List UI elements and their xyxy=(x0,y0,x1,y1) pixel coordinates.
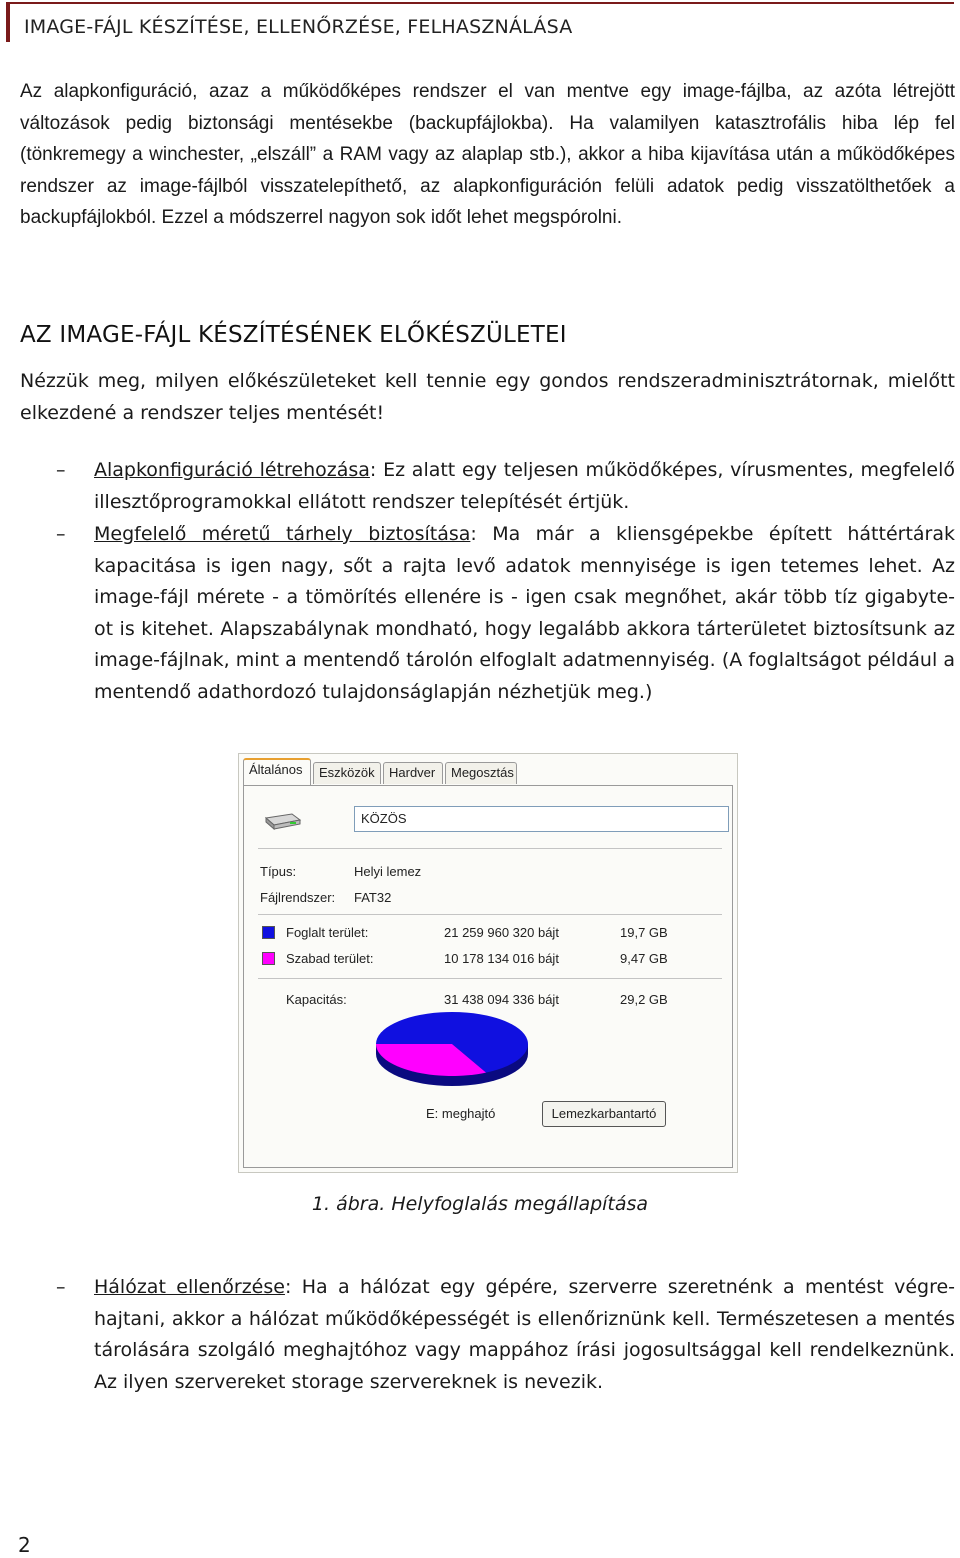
free-bytes: 10 178 134 016 bájt xyxy=(444,951,559,966)
header-title: IMAGE-FÁJL KÉSZÍTÉSE, ELLENŐRZÉSE, FELHASZNÁLÁSA xyxy=(24,16,573,38)
free-swatch xyxy=(262,952,275,965)
list-item xyxy=(20,519,955,708)
section-heading: AZ IMAGE-FÁJL KÉSZÍTÉSÉNEK ELŐKÉSZÜLETEI xyxy=(20,322,567,348)
bullet-term: Hálózat ellenőrzése xyxy=(94,1276,285,1298)
drive-properties-dialog xyxy=(238,753,738,1173)
used-label: Foglalt terület: xyxy=(286,925,369,940)
bullet-term: Alapkonfiguráció létrehozása xyxy=(94,459,370,481)
divider xyxy=(258,848,722,849)
list-item xyxy=(20,455,955,518)
intro-paragraph: Az alapkonfiguráció, azaz a működőképes rendszer el van mentve egy image-fájlba, az azóta létrejött változások pedig biztonsági mentésekbe (backupfájlokba). Ha valamilyen katasztrofális hiba lép fel (tönkremegy a winchester, „elszáll” a RAM vagy az alaplap stb.), akkor a hiba kijavítása után a működőképes rendszer az image-fájlból visszatelepíthető, az alapkonfiguráción felüli adatok pedig visszatölthetőek a backupfájlokból. Ezzel a módszerrel nagyon sok időt lehet megspórolni. xyxy=(20,81,955,228)
page-header xyxy=(6,2,954,42)
general-panel xyxy=(243,785,733,1168)
disk-usage-pie xyxy=(372,1006,532,1096)
free-label: Szabad terület: xyxy=(286,951,374,966)
drive-icon xyxy=(262,812,302,830)
figure-caption: 1. ábra. Helyfoglalás megállapítása xyxy=(311,1193,649,1215)
bullet-dash: – xyxy=(56,1276,66,1298)
bullet-text: : Ha a hálózat egy gépére, szerverre szeretnénk a mentést végre-hajtani, akkor a hálózat működőképességét is ellenőriznünk kell. Természetesen a mentés tárolására szolgáló meghajtóhoz vagy mappához írási jogosultsággal kell rendelkeznünk. Az ilyen szervereket storage szervereknek is nevezik. xyxy=(94,1276,956,1393)
used-gb: 19,7 GB xyxy=(620,925,668,940)
bullet-dash: – xyxy=(56,459,66,481)
used-swatch xyxy=(262,926,275,939)
bullet-term: Megfelelő méretű tárhely biztosítása xyxy=(94,523,471,545)
free-gb: 9,47 GB xyxy=(620,951,668,966)
fs-value: FAT32 xyxy=(354,890,392,905)
capacity-label: Kapacitás: xyxy=(286,992,347,1007)
tab-general[interactable]: Általános xyxy=(243,758,311,786)
list-item xyxy=(20,1272,955,1398)
tab-sharing[interactable]: Megosztás xyxy=(445,762,517,784)
page-number: 2 xyxy=(18,1533,31,1557)
drive-label: E: meghajtó xyxy=(426,1106,496,1121)
drive-name-input[interactable]: KÖZÖS xyxy=(354,806,729,832)
disk-cleanup-button[interactable]: Lemezkarbantartó xyxy=(542,1101,666,1127)
divider xyxy=(258,978,722,979)
type-value: Helyi lemez xyxy=(354,864,422,879)
bullet-text: : Ez alatt egy teljesen működőképes, vírusmentes, megfelelő illesztőprogramokkal ellátott rendszer telepítését értjük. xyxy=(94,459,955,513)
divider xyxy=(258,914,722,915)
bullet-text: : Ma már a kliensgépekbe épített háttértárak kapacitása is igen nagy, sőt a rajta levő adatok mennyisége is igen tetemes lehet. Az image-fájl mérete - a tömörítés ellenére is - igen csak megnőhet, akár több tíz gigabyte-ot is kitehet. Alapszabálynak mondható, hogy legalább akkora tárterületet biztosítsunk az image-fájlnak, mint a mentendő tárolón elfoglalt adatmennyiség. (A foglaltságot például a mentendő adathordozó tulajdonságlapján nézhetjük meg.) xyxy=(94,523,956,703)
tab-hardware[interactable]: Hardver xyxy=(383,762,443,784)
capacity-gb: 29,2 GB xyxy=(620,992,668,1007)
tab-tools[interactable]: Eszközök xyxy=(313,762,381,784)
type-label: Típus: xyxy=(260,864,297,879)
capacity-bytes: 31 438 094 336 bájt xyxy=(444,992,559,1007)
lead-paragraph: Nézzük meg, milyen előkészületeket kell tennie egy gondos rendszeradminisztrátornak, mielőtt elkezdené a rendszer teljes mentését! xyxy=(20,370,955,424)
used-bytes: 21 259 960 320 bájt xyxy=(444,925,559,940)
fs-label: Fájlrendszer: xyxy=(260,890,336,905)
bullet-dash: – xyxy=(56,523,66,545)
